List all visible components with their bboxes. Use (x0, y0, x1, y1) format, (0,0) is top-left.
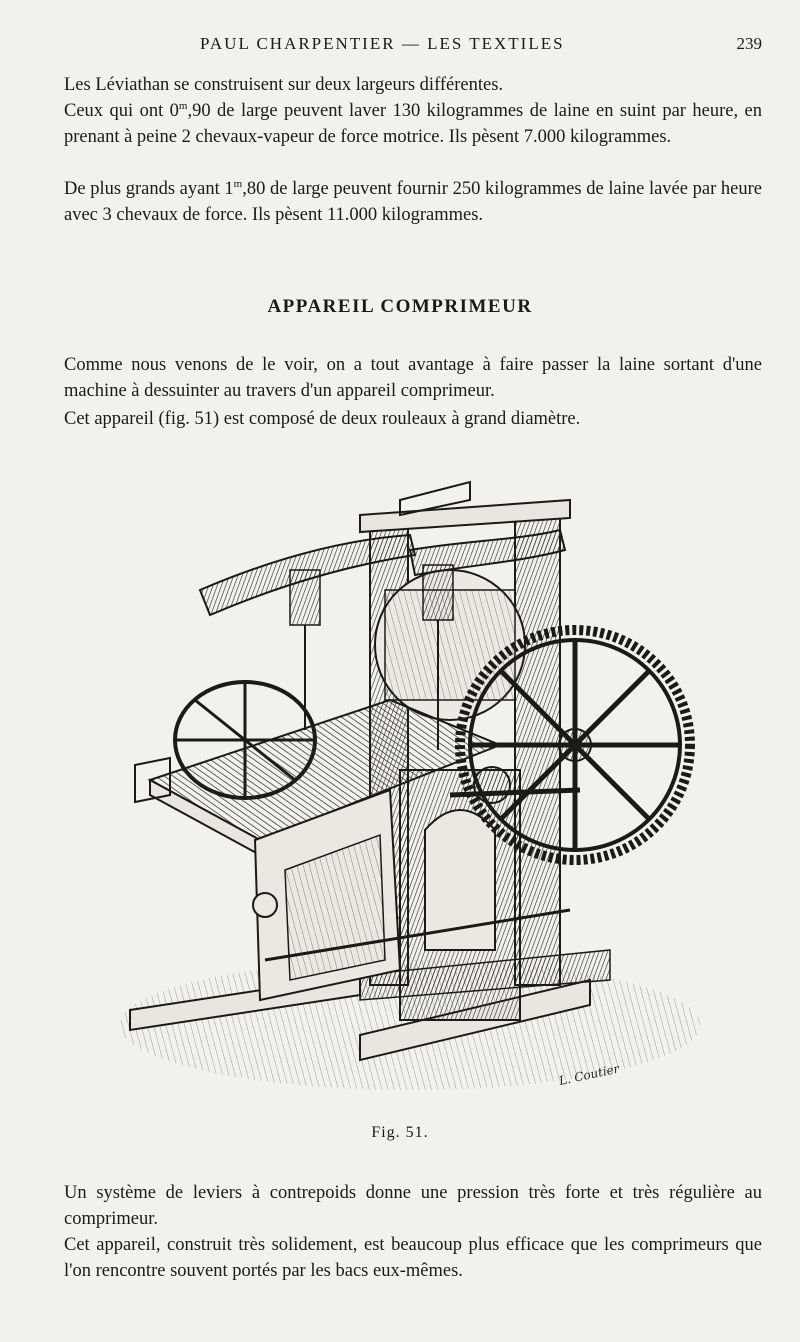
page-header (0, 34, 800, 58)
paragraph-text: ,90 de large peuvent laver 130 kilogrammes de laine en suint par heure, en prenant à peine 2 chevaux-vapeur de force motrice. Ils pèsent 7.000 kilogrammes. (64, 101, 762, 147)
paragraph-intro-compressor (64, 352, 762, 404)
paragraph-text: Cet appareil (fig. 51) est composé de deux rouleaux à grand diamètre. (64, 409, 581, 429)
paragraph-text: Cet appareil, construit très solidement, est beaucoup plus efficace que les comprimeurs que l'on rencontre souvent portés par les bacs eux-mêmes. (64, 1235, 762, 1281)
compressor-engraving (110, 470, 710, 1110)
figure-caption: Fig. 51. (371, 1124, 429, 1141)
engraver-signature: L. Coutier (557, 1061, 621, 1088)
running-head: PAUL CHARPENTIER — LES TEXTILES (200, 34, 565, 53)
paragraph-text: De plus grands ayant 1 (64, 179, 234, 199)
pinion (474, 767, 510, 803)
paragraph-text: ,80 de large peuvent fournir 250 kilogrammes de laine lavée par heure avec 3 chevaux de force. Ils pèsent 11.000 kilogrammes. (64, 179, 762, 225)
paragraph-large-machine (64, 176, 762, 228)
paragraph-text: Ceux qui ont 0 (64, 101, 179, 121)
paragraph-small-machine (64, 98, 762, 150)
paragraph-text: Un système de leviers à contrepoids donne une pression très forte et très régulière au comprimeur. (64, 1183, 762, 1229)
paragraph-text: Les Léviathan se construisent sur deux largeurs différentes. (64, 75, 504, 95)
unit-superscript: m (233, 178, 243, 190)
counterweight-right (423, 565, 453, 620)
paragraph-rollers (64, 406, 762, 432)
paragraph-efficiency (64, 1232, 762, 1284)
unit-superscript: m (178, 100, 188, 112)
paragraph-text: Comme nous venons de le voir, on a tout avantage à faire passer la laine sortant d'une machine à dessuinter au travers d'un appareil comprimeur. (64, 355, 762, 401)
paragraph-leviathan-widths (64, 72, 762, 98)
counterweight-left (290, 570, 320, 625)
shaft-bearing (253, 893, 277, 917)
paragraph-levers (64, 1180, 762, 1232)
machine-illustration (110, 470, 710, 1110)
section-heading: APPAREIL COMPRIMEUR (267, 296, 533, 317)
page-number: 239 (736, 34, 762, 53)
